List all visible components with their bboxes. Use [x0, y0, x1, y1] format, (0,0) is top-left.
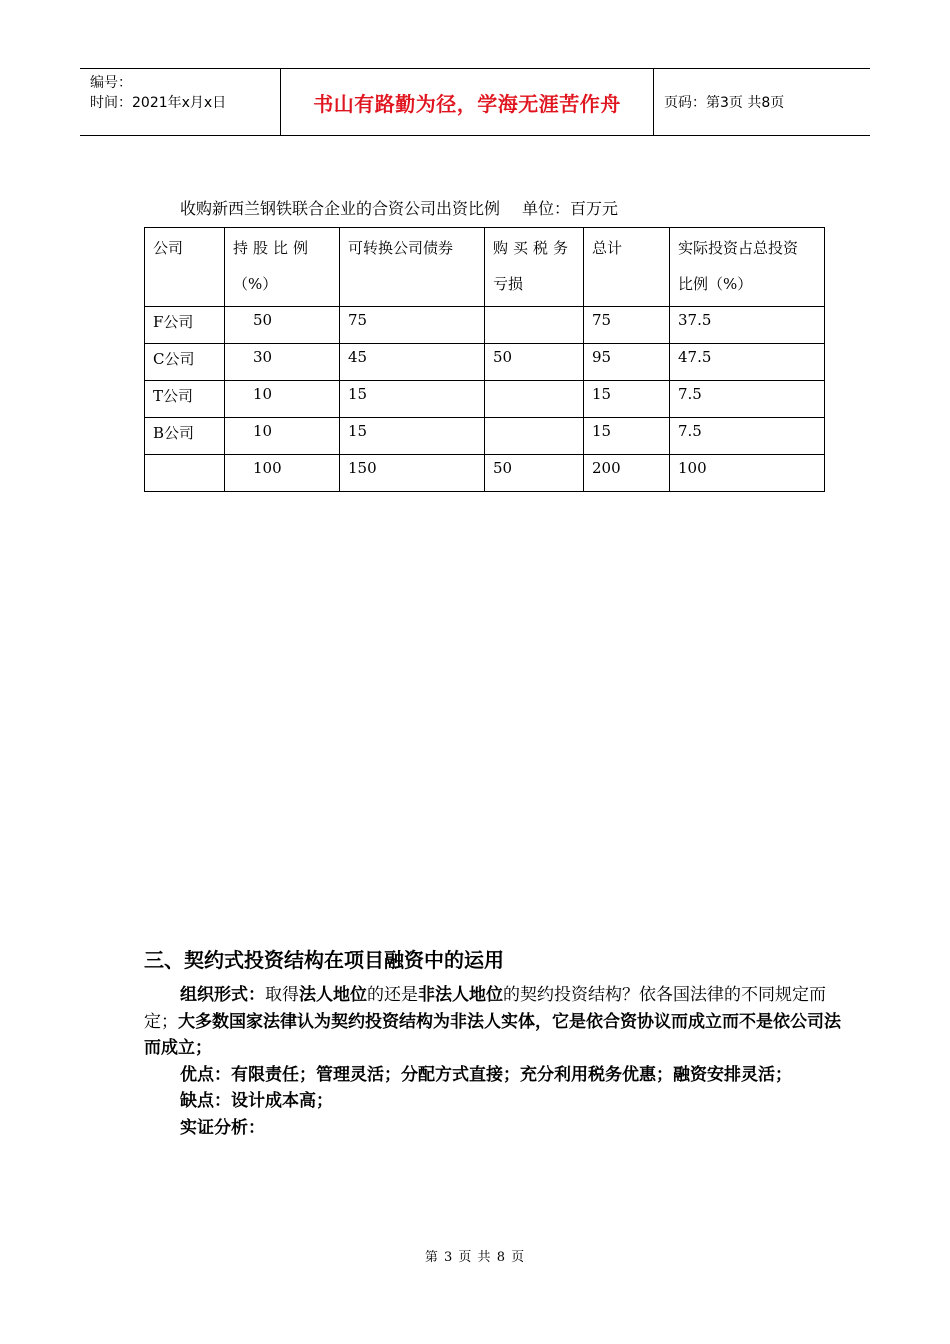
table-cell: C公司 — [145, 344, 225, 381]
table-row — [145, 381, 825, 418]
table-cell: 50 — [485, 344, 584, 381]
table-cell: F公司 — [145, 307, 225, 344]
table-cell: 30 — [225, 344, 340, 381]
header-cell: 公司 — [145, 228, 225, 307]
table-cell — [485, 307, 584, 344]
header-cell: 总计 — [584, 228, 670, 307]
table-row — [145, 344, 825, 381]
table-cell: 150 — [340, 455, 485, 492]
section-heading: 三、契约式投资结构在项目融资中的运用 — [144, 948, 504, 972]
table-cell: 95 — [584, 344, 670, 381]
header-cell: 实际投资占总投资 比例（%） — [670, 228, 825, 307]
table-cell: 7.5 — [670, 381, 825, 418]
table-row — [145, 418, 825, 455]
table-row — [145, 307, 825, 344]
header-cell: 持股比例 （%） — [225, 228, 340, 307]
table-cell: 10 — [225, 381, 340, 418]
table-cell: 10 — [225, 418, 340, 455]
section-body — [144, 982, 849, 1141]
table-cell: 7.5 — [670, 418, 825, 455]
table-cell: 200 — [584, 455, 670, 492]
table-header-row — [145, 228, 825, 307]
table-unit: 单位：百万元 — [522, 199, 619, 218]
table-cell: 15 — [340, 418, 485, 455]
table-cell — [145, 455, 225, 492]
table-cell: 47.5 — [670, 344, 825, 381]
table-cell: 45 — [340, 344, 485, 381]
table-cell: B公司 — [145, 418, 225, 455]
table-cell: 75 — [584, 307, 670, 344]
table-cell: 15 — [340, 381, 485, 418]
header-meta — [80, 69, 281, 135]
header-cell: 可转换公司债券 — [340, 228, 485, 307]
table-cell: 50 — [225, 307, 340, 344]
table-cell: 100 — [670, 455, 825, 492]
table-caption-title: 收购新西兰钢铁联合企业的合资公司出资比例 — [180, 199, 501, 218]
header-date: 时间：2021年x月x日 — [90, 95, 227, 111]
table-cell — [485, 418, 584, 455]
header-motto: 书山有路勤为径，学海无涯苦作舟 — [281, 69, 654, 135]
table-cell: 100 — [225, 455, 340, 492]
page-header — [80, 68, 870, 136]
investment-table — [144, 227, 825, 492]
table-cell: 15 — [584, 381, 670, 418]
table-cell: 50 — [485, 455, 584, 492]
table-cell: 15 — [584, 418, 670, 455]
table-cell — [485, 381, 584, 418]
paragraph-case-study: 实证分析： — [180, 1117, 265, 1138]
header-page-number: 页码：第3页 共8页 — [664, 95, 785, 111]
table-caption — [180, 196, 618, 219]
paragraph-organization: 组织形式：取得法人地位的还是非法人地位的契约投资结构？依各国法律的不同规定而定；大多数国家法律认为契约投资结构为非法人实体，它是依合资协议而成立而不是依公司法而成立； — [144, 985, 841, 1058]
paragraph-advantages: 优点：有限责任；管理灵活；分配方式直接；充分利用税务优惠；融资安排灵活； — [180, 1064, 792, 1085]
table-total-row — [145, 455, 825, 492]
paragraph-disadvantages: 缺点：设计成本高； — [180, 1091, 333, 1111]
page-footer: 第 3 页 共 8 页 — [424, 1250, 526, 1265]
table-cell: T公司 — [145, 381, 225, 418]
header-cell: 购买税务 亏损 — [485, 228, 584, 307]
header-code: 编号： — [90, 75, 132, 91]
table-cell: 37.5 — [670, 307, 825, 344]
table-cell: 75 — [340, 307, 485, 344]
